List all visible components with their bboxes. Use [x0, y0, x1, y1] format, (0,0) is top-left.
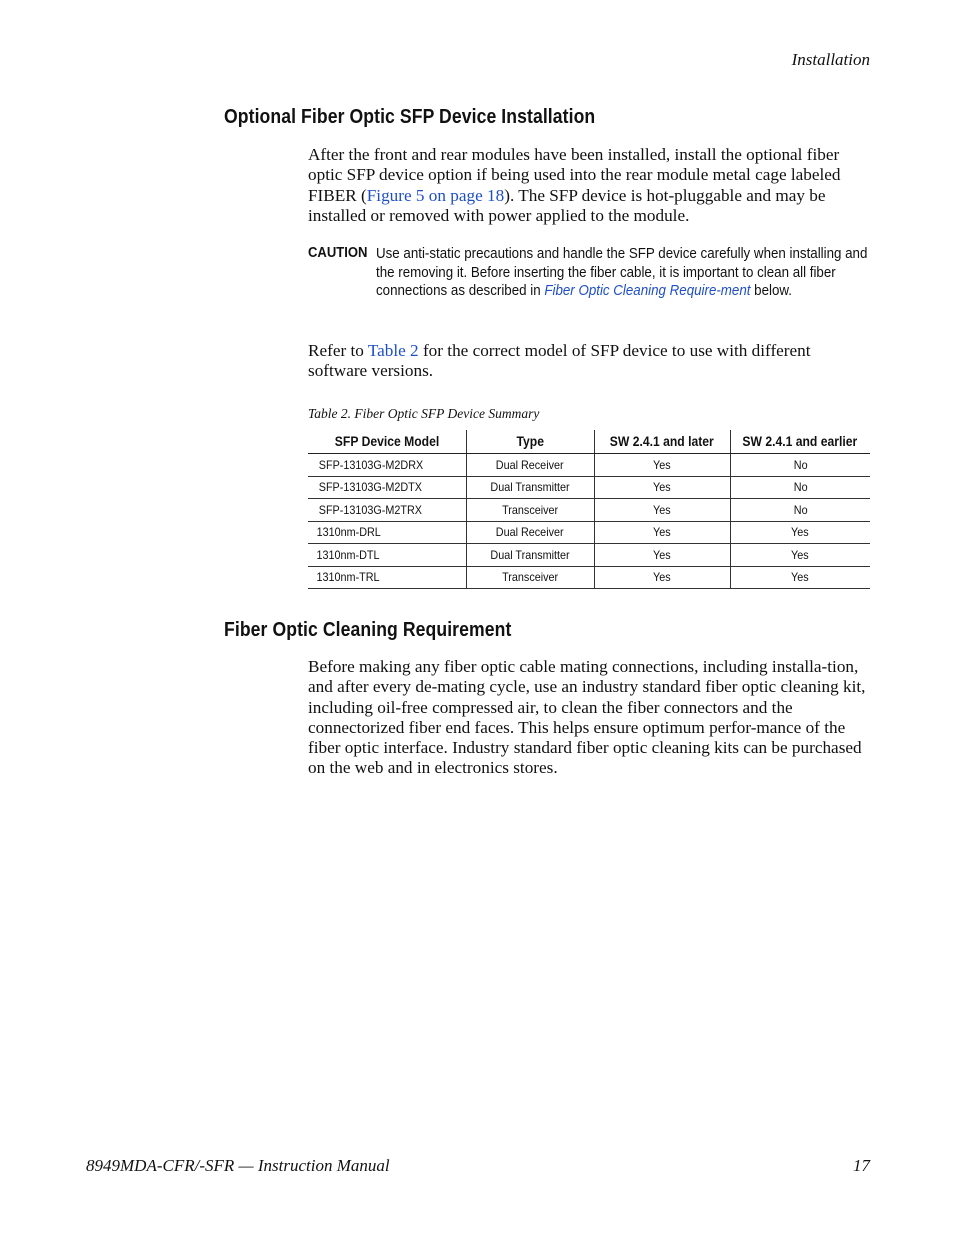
- section-heading-fiber-cleaning: Fiber Optic Cleaning Requirement: [224, 619, 512, 641]
- table-2-link[interactable]: Table 2: [367, 341, 419, 360]
- cell-text: Yes: [653, 502, 671, 517]
- table-caption: Table 2. Fiber Optic SFP Device Summary: [308, 406, 540, 421]
- caution-label: CAUTION: [308, 245, 368, 261]
- column-header: [466, 430, 594, 454]
- cell-text: Dual Transmitter: [490, 480, 570, 495]
- table-cell: [466, 566, 594, 589]
- table-cell: [730, 476, 870, 499]
- table-row: [308, 521, 870, 544]
- cell-text: Yes: [653, 480, 671, 495]
- table-row: [308, 476, 870, 499]
- table-cell: [466, 454, 594, 477]
- caution-text: [376, 245, 873, 301]
- table-cell: [308, 499, 466, 522]
- column-header-text: Type: [516, 434, 544, 449]
- cell-text: 1310nm-DRL: [316, 525, 381, 540]
- table-cell: [594, 499, 730, 522]
- table-cell: [466, 544, 594, 567]
- cell-text: Transceiver: [501, 502, 559, 517]
- table-cell: [730, 499, 870, 522]
- cell-text: Yes: [791, 570, 810, 585]
- cell-text: Dual Receiver: [496, 457, 564, 472]
- cell-text: Dual Receiver: [496, 525, 564, 540]
- cell-text: Yes: [653, 525, 671, 540]
- cell-text: SFP-13103G-M2TRX: [318, 502, 422, 517]
- cell-text: Yes: [653, 570, 671, 585]
- cell-text: Yes: [653, 457, 671, 472]
- table-cell: [308, 454, 466, 477]
- cleaning-requirement-link[interactable]: Fiber Optic Cleaning Require-ment: [544, 283, 751, 300]
- column-header: [730, 430, 870, 454]
- table-cell: [466, 476, 594, 499]
- fiber-cleaning-paragraph: Before making any fiber optic cable mating connections, including installa-tion, and after every de-mating cycle, use an industry standard fiber optic cleaning kit, including oil-free compressed air, to clean the fiber connectors and the connectorized fiber end faces. This helps ensure optimum perfor-mance of the fiber optic interface. Industry standard fiber optic cleaning kits can be purchased on the web and in electronics stores.: [308, 657, 866, 778]
- table-cell: [730, 521, 870, 544]
- footer-page-number: 17: [853, 1156, 870, 1175]
- table-cell: [594, 454, 730, 477]
- table-row: [308, 566, 870, 589]
- table-cell: [308, 566, 466, 589]
- table-cell: [730, 566, 870, 589]
- running-header: Installation: [791, 50, 870, 69]
- cell-text: Dual Transmitter: [490, 547, 570, 562]
- column-header-text: SFP Device Model: [334, 434, 439, 449]
- table-row: [308, 499, 870, 522]
- section-heading-sfp-installation: Optional Fiber Optic SFP Device Installation: [224, 106, 596, 128]
- table-cell: [308, 521, 466, 544]
- cell-text: No: [793, 480, 808, 495]
- table-cell: [730, 544, 870, 567]
- text-run: ). The SFP device is hot-pluggable and may be installed or removed with power applied to the module.: [308, 185, 826, 225]
- column-header: [308, 430, 466, 454]
- table-cell: [308, 544, 466, 567]
- cell-text: Yes: [791, 547, 810, 562]
- text-run: Refer to: [308, 341, 368, 360]
- table-cell: [594, 544, 730, 567]
- figure-5-link[interactable]: Figure 5 on page 18: [366, 185, 505, 205]
- table-cell: [594, 566, 730, 589]
- table-reference-paragraph: [308, 341, 870, 382]
- cell-text: SFP-13103G-M2DRX: [318, 457, 424, 472]
- cell-text: Transceiver: [501, 570, 559, 585]
- table-row: [308, 454, 870, 477]
- table-cell: [730, 454, 870, 477]
- table-cell: [594, 476, 730, 499]
- cell-text: Yes: [791, 525, 810, 540]
- cell-text: No: [793, 502, 808, 517]
- cell-text: No: [793, 457, 808, 472]
- text-run: for the correct model of SFP device to use with different software versions.: [308, 341, 811, 381]
- table-header-row: [308, 430, 870, 454]
- column-header-text: SW 2.4.1 and earlier: [742, 434, 858, 449]
- column-header: [594, 430, 730, 454]
- cell-text: Yes: [653, 547, 671, 562]
- table-cell: [308, 476, 466, 499]
- text-run: below.: [750, 283, 793, 300]
- cell-text: 1310nm-DTL: [316, 547, 380, 562]
- sfp-installation-paragraph: [308, 145, 870, 226]
- table-cell: [594, 521, 730, 544]
- table-cell: [466, 499, 594, 522]
- cell-text: SFP-13103G-M2DTX: [318, 480, 422, 495]
- column-header-text: SW 2.4.1 and later: [609, 434, 714, 449]
- table-cell: [466, 521, 594, 544]
- footer-manual-title: 8949MDA-CFR/-SFR — Instruction Manual: [86, 1156, 390, 1175]
- sfp-device-summary-table: [308, 430, 870, 589]
- table-row: [308, 544, 870, 567]
- text-run: After the front and rear modules have been installed, install the optional fiber optic SFP device option if being used into the rear module metal cage labeled FIBER (: [308, 145, 841, 205]
- text-run: Use anti-static precautions and handle the SFP device carefully when installing and the removing it. Before inserting the fiber cable, it is important to clean all fiber connections as described in: [376, 246, 868, 300]
- cell-text: 1310nm-TRL: [316, 570, 380, 585]
